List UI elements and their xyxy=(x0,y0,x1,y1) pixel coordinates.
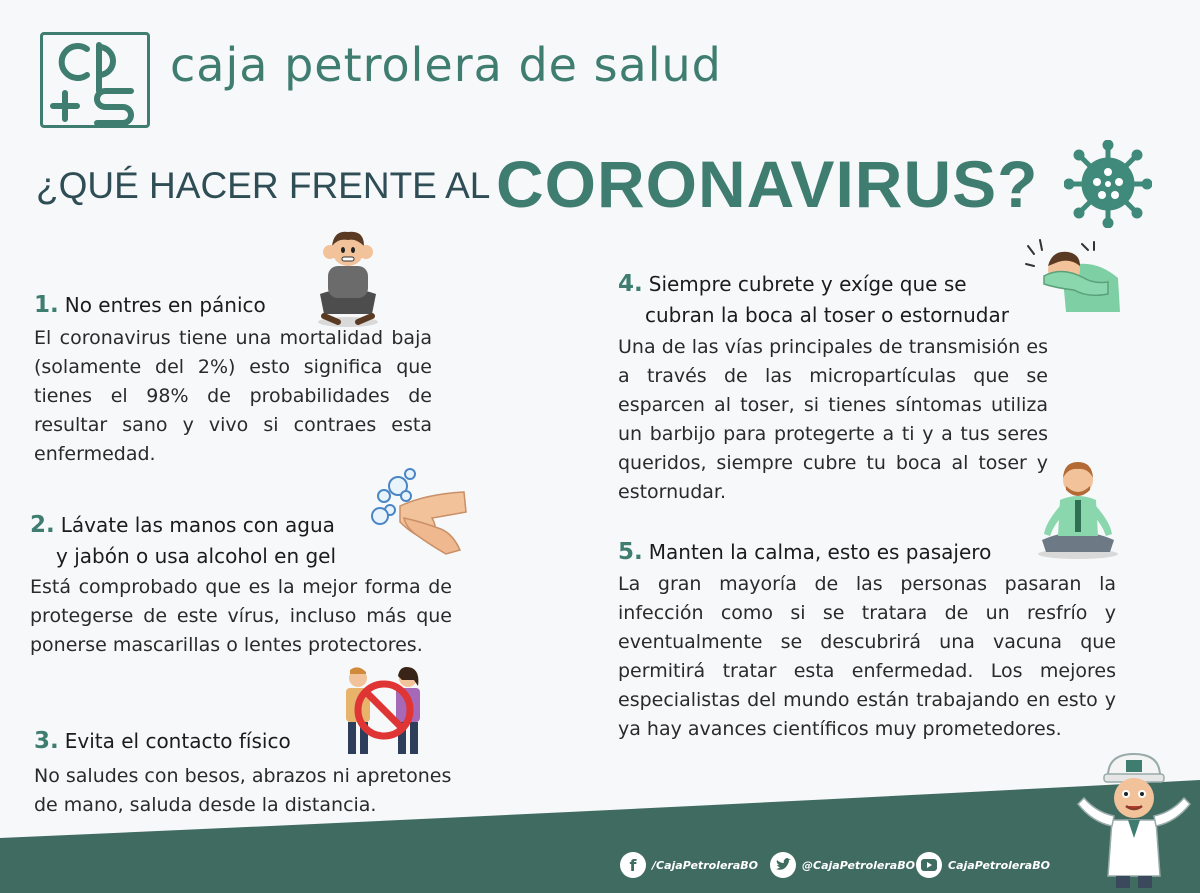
section-1-heading: No entres en pánico xyxy=(64,293,266,317)
brand-logo xyxy=(40,32,150,128)
twitter-link[interactable] xyxy=(770,851,915,879)
section-5-heading: Manten la calma, esto es pasajero xyxy=(648,540,992,564)
twitter-icon xyxy=(770,852,796,878)
section-1-title xyxy=(34,292,266,318)
meditating-person-illustration xyxy=(1036,456,1120,560)
facebook-link[interactable] xyxy=(620,851,758,879)
section-5-title xyxy=(618,539,991,565)
section-1-body: El coronavirus tiene una mortalidad baja (solamente del 2%) esto significa que tienes el 98% de probabilidades de resultar sano y vivo si contraes esta enfermedad. xyxy=(34,327,432,465)
section-4-heading-line2: cubran la boca al toser o estornudar xyxy=(645,303,1009,327)
doctor-mascot-illustration xyxy=(1072,746,1196,892)
brand-name: caja petrolera de salud xyxy=(170,38,722,92)
section-1-number: 1. xyxy=(34,292,59,318)
section-3-heading: Evita el contacto físico xyxy=(64,729,291,753)
facebook-icon: f xyxy=(620,852,646,878)
section-2-body: Está comprobado que es la mejor forma de protegerse de este vírus, incluso más que ponerse mascarillas o lentes protectores. xyxy=(30,576,452,656)
page-title: CORONAVIRUS? xyxy=(496,147,1039,221)
section-4-title xyxy=(618,271,967,297)
section-2-heading: Lávate las manos con agua xyxy=(60,513,335,537)
logo-mark xyxy=(43,35,147,125)
youtube-link[interactable] xyxy=(916,851,1050,879)
sneezing-person-illustration xyxy=(1022,238,1122,314)
section-3-number: 3. xyxy=(34,728,59,754)
section-5-number: 5. xyxy=(618,539,643,565)
section-2-number: 2. xyxy=(30,512,55,538)
section-3-title xyxy=(34,728,291,754)
twitter-handle: @CajaPetroleraBO xyxy=(802,858,915,872)
youtube-handle: CajaPetroleraBO xyxy=(948,858,1050,872)
section-3-body: No saludes con besos, abrazos ni apretones de mano, saluda desde la distancia. xyxy=(34,765,452,816)
no-contact-illustration xyxy=(334,666,434,758)
hand-washing-illustration xyxy=(370,466,470,558)
facebook-handle: /CajaPetroleraBO xyxy=(652,858,758,872)
page-title-lead: ¿QUÉ HACER FRENTE AL xyxy=(36,165,491,206)
section-4-heading: Siempre cubrete y exíge que se xyxy=(648,272,967,296)
youtube-icon xyxy=(916,852,942,878)
section-2-title xyxy=(30,512,335,538)
section-4-number: 4. xyxy=(618,271,643,297)
section-2-heading-line2: y jabón o usa alcohol en gel xyxy=(56,544,337,568)
virus-icon xyxy=(1064,140,1152,228)
section-5-body: La gran mayoría de las personas pasaran la infección como si se tratara de un resfrío y eventualmente se descubrirá una vacuna que permitirá tratar esta enfermedad. Los mejores especialistas del mundo están trabajando en esto y ya hay avances científicos muy prometedores. xyxy=(618,573,1116,740)
section-4-body: Una de las vías principales de transmisión es a través de las micropartículas que se esparcen al toser, si tienes síntomas utiliza un barbijo para protegerte a ti y a tus seres queridos, siempre cubre tu boca al toser y estornudar. xyxy=(618,336,1048,503)
panic-person-illustration xyxy=(310,224,386,328)
